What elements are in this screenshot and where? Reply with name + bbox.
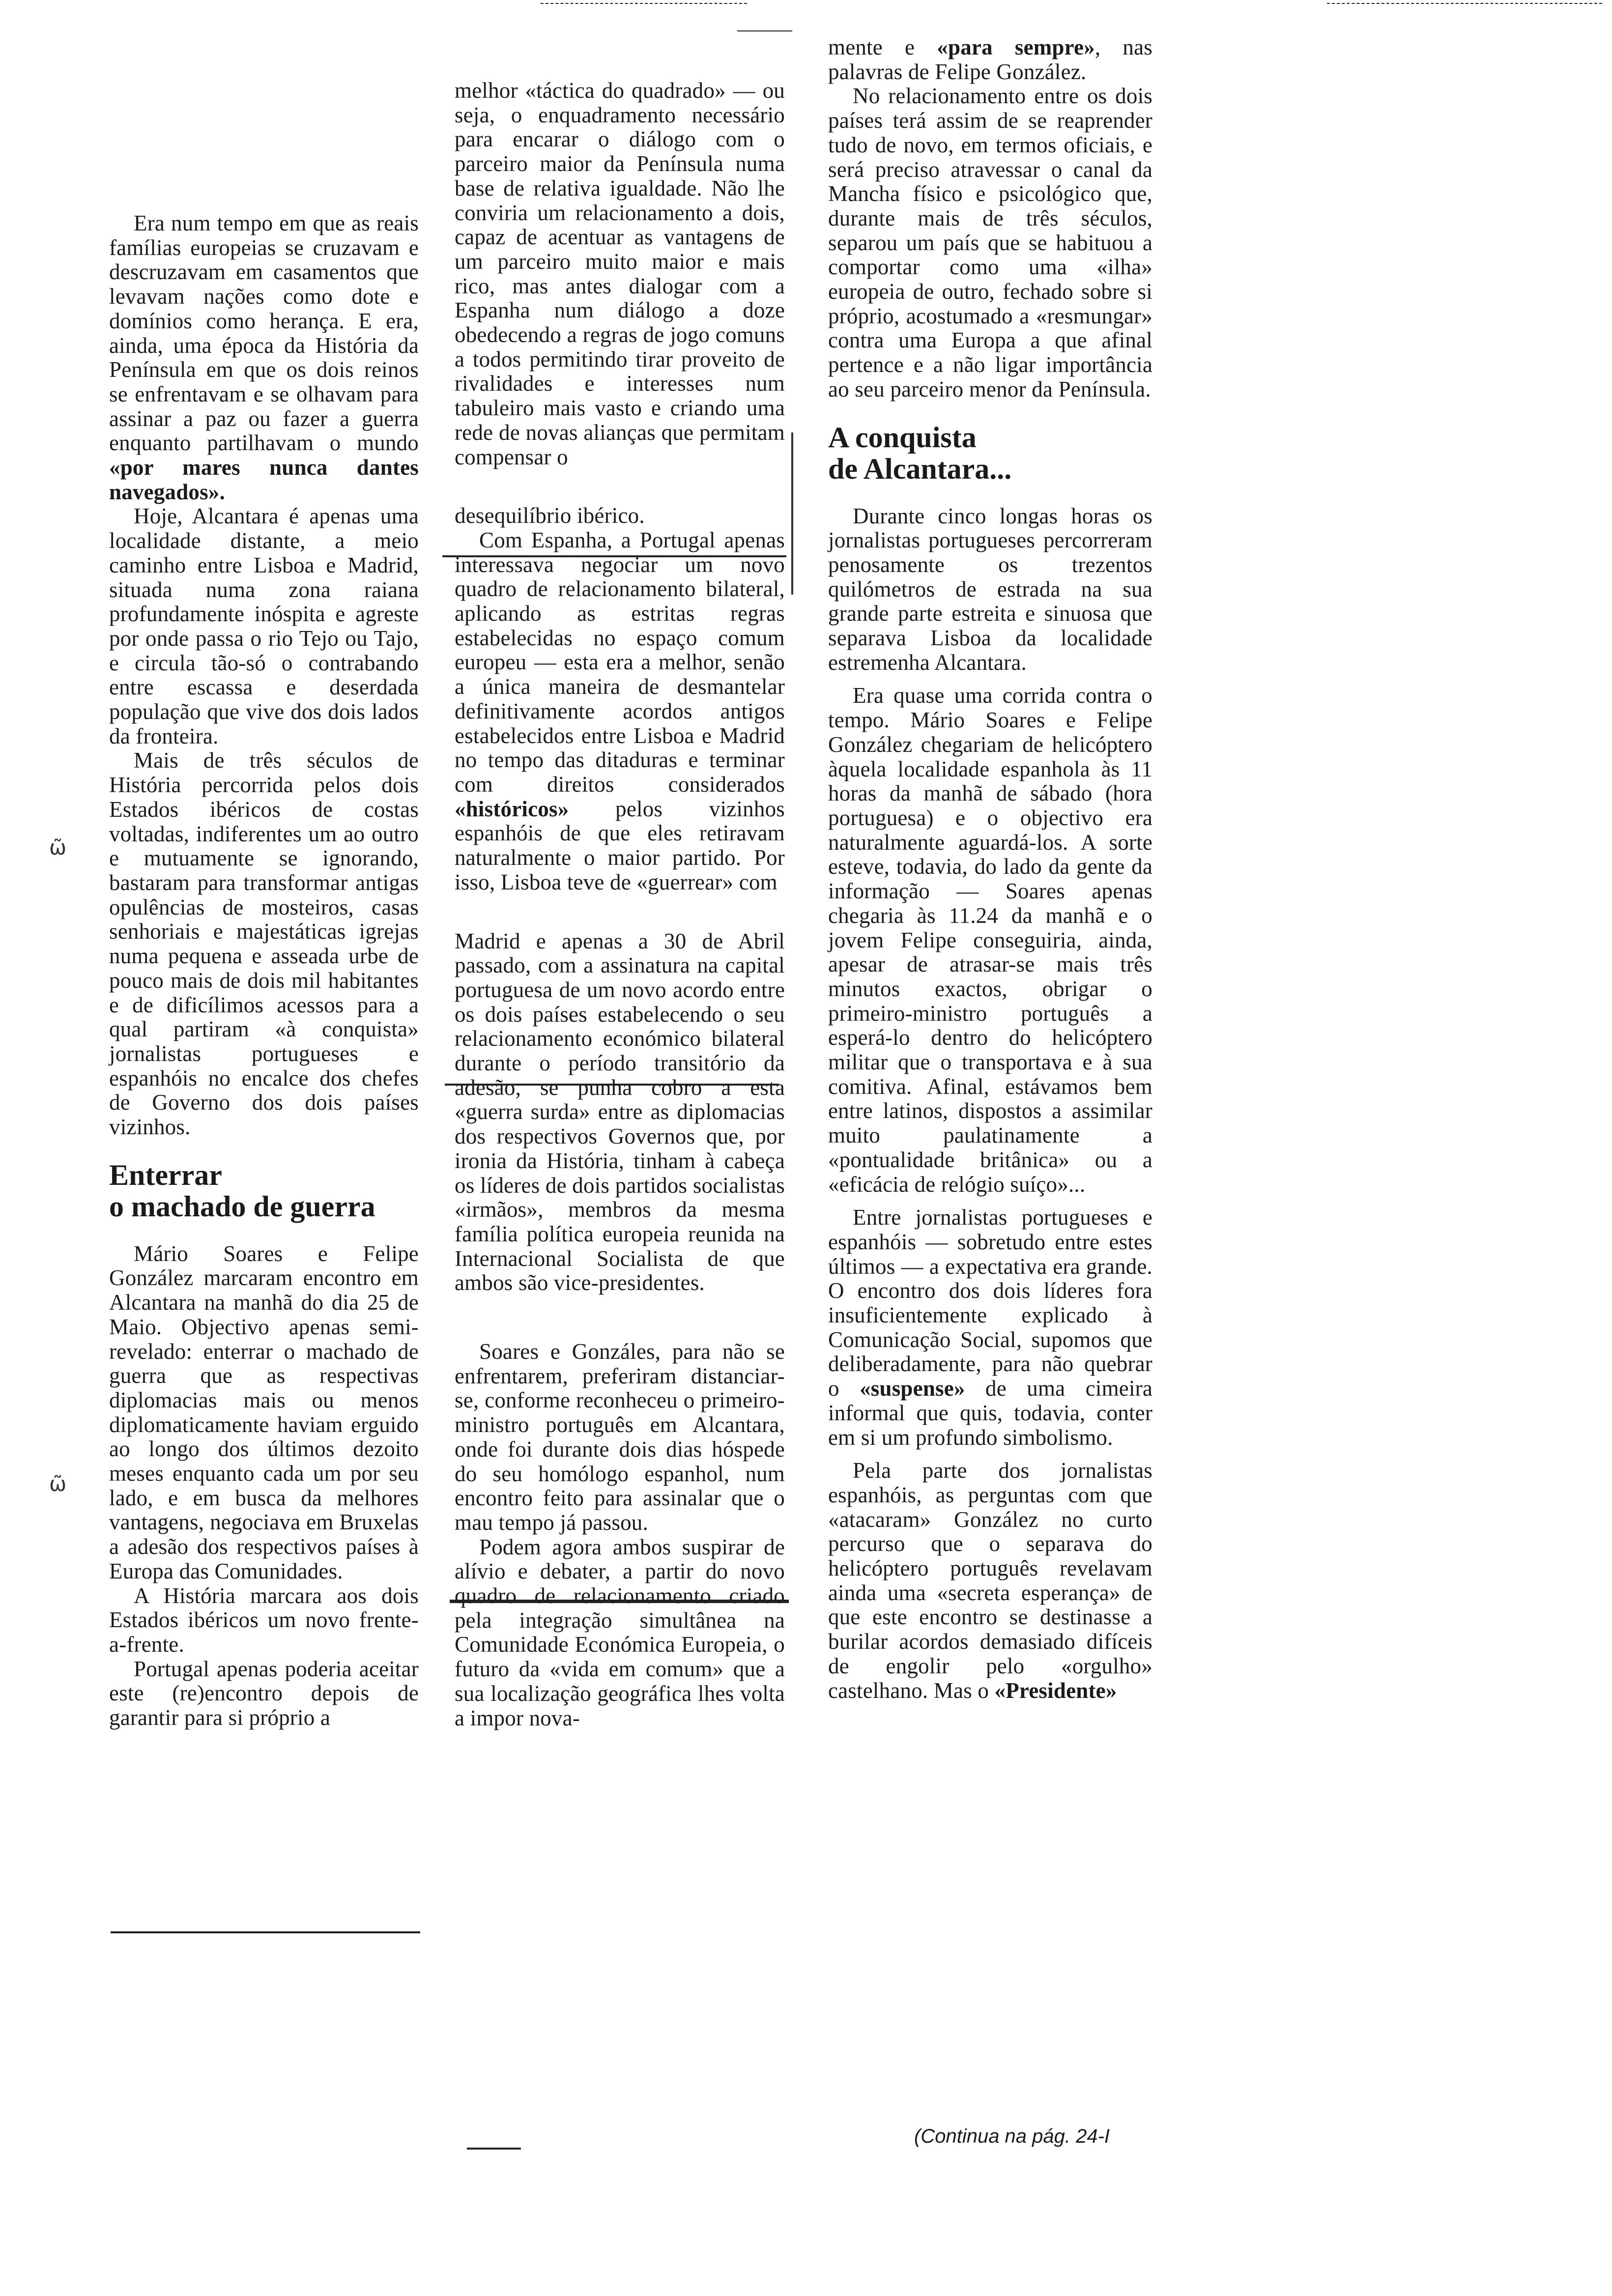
column-1	[109, 211, 419, 1730]
margin-mark: ῶ	[49, 835, 67, 860]
paragraph-text: mente e	[828, 35, 915, 59]
paragraph	[109, 211, 419, 504]
paragraph: Soares e Gonzáles, para não se enfrentarem, preferiram distanciar-se, conforme reconheceu o primeiro-ministro português em Alcantara, onde foi durante dois dias hóspede do seu homólogo espanhol, num encontro feito para assinalar que o mau tempo já passou.	[455, 1339, 785, 1535]
column-end-rule	[111, 1931, 420, 1933]
column-rule	[445, 1084, 779, 1086]
subheading	[109, 1159, 419, 1222]
paragraph-text: Pela parte dos jornalistas espanhóis, as perguntas com que «atacaram» González no curto percurso que o separava do helicóptero português revelavam ainda uma «secreta esperança» de que este encontro se destinasse a burilar acordos demasiado difíceis de engolir pelo «orgulho» castelhano. Mas o	[828, 1458, 1152, 1703]
paragraph: Madrid e apenas a 30 de Abril passado, com a assinatura na capital portuguesa de um novo acordo entre os dois países estabelecendo o seu relacionamento económico bilateral durante o período transitório da adesão, se punha cobro a esta «guerra surda» entre as diplomacias dos respectivos Governos que, por ironia da História, tinham à cabeça os líderes de dois partidos socialistas «irmãos», membros da mesma família política europeia reunida na Internacional Socialista de que ambos são vice-presidentes.	[455, 928, 785, 1295]
paragraph: Portugal apenas poderia aceitar este (re)encontro depois de garantir para si próprio a	[109, 1656, 419, 1730]
column-rule	[442, 555, 786, 557]
paragraph-text: Com Espanha, a Portugal apenas interessava negociar um novo quadro de relacionamento bilateral, aplicando as estritas regras estabelecidas no espaço comum europeu — esta era a melhor, senão a única maneira de desmantelar definitivamente acordos antigos estabelecidos entre Lisboa e Madrid no tempo das ditaduras e terminar com direitos considerados	[455, 527, 785, 797]
continuation-note: (Continua na pág. 24-I	[914, 2125, 1110, 2147]
emphasis-text: «por mares nunca dantes navegados».	[109, 455, 419, 504]
paragraph: Durante cinco longas horas os jornalistas portugueses percorreram penosamente os trezentos quilómetros de estrada na sua grande parte estreita e sinuosa que separava Lisboa da localidade estremenha Alcantara.	[828, 503, 1152, 675]
top-edge-mark	[541, 3, 747, 4]
column-rule	[450, 1600, 789, 1603]
paragraph: A História marcara aos dois Estados ibéricos um novo frente-a-frente.	[109, 1583, 419, 1657]
margin-mark: ῶ	[49, 1472, 67, 1496]
paragraph: desequilíbrio ibérico.	[455, 503, 645, 528]
paragraph: No relacionamento entre os dois países terá assim de se reaprender tudo de novo, em termos oficiais, e será preciso atravessar o canal da Mancha físico e psicológico que, durante mais de três séculos, separou um país que se habituou a comportar como uma «ilha» europeia de outro, fechado sobre si próprio, acostumado a «resmungar» contra uma Europa a que afinal pertence e a não ligar importância ao seu parceiro menor da Península.	[828, 84, 1152, 402]
paragraph-text: , nas palavras de Felipe González.	[828, 35, 1152, 84]
emphasis-text: «suspense»	[860, 1376, 965, 1401]
emphasis-text: «históricos»	[455, 796, 569, 821]
column-3	[828, 35, 1152, 1703]
emphasis-text: «Presidente»	[994, 1678, 1117, 1703]
paragraph-text: de uma cimeira informal que quis, todavia, conter em si um profundo simbolismo.	[828, 1376, 1153, 1450]
paragraph	[828, 35, 1152, 84]
column-2	[455, 79, 785, 1730]
paragraph	[828, 1459, 1152, 1703]
paragraph	[455, 528, 785, 895]
subheading	[828, 422, 1152, 485]
column-end-rule	[467, 2148, 521, 2150]
subheading-line: o machado de guerra	[109, 1190, 375, 1223]
subheading-line: de Alcantara...	[828, 452, 1012, 485]
paragraph	[828, 1205, 1152, 1450]
subheading-line: A conquista	[828, 421, 977, 454]
paragraph: Hoje, Alcantara é apenas uma localidade distante, a meio caminho entre Lisboa e Madrid, situada numa zona raiana profundamente inóspita e agreste por onde passa o rio Tejo ou Tajo, e circula tão-só o contrabando entre escassa e deserdada população que vive dos dois lados da fronteira.	[109, 504, 419, 748]
paragraph: Mário Soares e Felipe González marcaram encontro em Alcantara na manhã do dia 25 de Maio. Objectivo apenas semi-revelado: enterrar o machado de guerra que as respectivas diplomacias mais ou menos diplomaticamente haviam erguido ao longo dos últimos dezoito meses enquanto cada um por seu lado, e em busca da melhores vantagens, negociava em Bruxelas a adesão dos respectivos países à Europa das Comunidades.	[109, 1241, 419, 1583]
paragraph: Podem agora ambos suspirar de alívio e debater, a partir do novo quadro de relacionamento criado pela integração simultânea na Comunidade Económica Europeia, o futuro da «vida em comum» que a sua localização geográfica lhes volta a impor nova-	[455, 1534, 785, 1730]
paragraph: Era quase uma corrida contra o tempo. Mário Soares e Felipe González chegariam de helicóptero àquela localidade espanhola às 11 horas da manhã de sábado (hora portuguesa) e o objectivo era naturalmente aguardá-los. A sorte esteve, todavia, do lado da gente da informação — Soares apenas chegaria às 11.24 da manhã e o jovem Felipe conseguiria, ainda, apesar de atrasar-se mais três minutos exactos, obrigar o primeiro-ministro português a esperá-lo dentro do helicóptero militar que o transportava e à sua comitiva. Afinal, estávamos bem entre latinos, dispostos a assimilar muito paulatinamente a «pontualidade britânica» ou a «eficácia de relógio suíço»...	[828, 683, 1152, 1197]
vertical-rule	[791, 432, 793, 595]
top-rule	[737, 30, 792, 31]
emphasis-text: «para sempre»	[937, 35, 1095, 59]
paragraph: melhor «táctica do quadrado» — ou seja, o enquadramento necessário para encarar o diálogo com o parceiro maior da Península numa base de relativa igualdade. Não lhe conviria um relacionamento a dois, capaz de acentuar as vantagens de um parceiro muito maior e mais rico, mas antes dialogar com a Espanha num diálogo a doze obedecendo a regras de jogo comuns a todos permitindo tirar proveito de rivalidades e interesses num tabuleiro mais vasto e criando uma rede de novas alianças que permitam compensar o	[455, 78, 785, 469]
subheading-line: Enterrar	[109, 1158, 222, 1191]
paragraph-text: pelos vizinhos espanhóis de que eles retiravam naturalmente o maior partido. Por isso, Lisboa teve de «guerrear» com	[455, 796, 785, 894]
top-edge-mark	[1327, 3, 1602, 4]
paragraph-text: Entre jornalistas portugueses e espanhóis — sobretudo entre estes últimos — a expectativa era grande. O encontro dos dois líderes fora insuficientemente explicado à Comunicação Social, supomos que deliberadamente, para não quebrar o	[828, 1205, 1152, 1401]
paragraph-text: Era num tempo em que as reais famílias europeias se cruzavam e descruzavam em casamentos que levavam nações como dote e domínios como herança. E era, ainda, uma época da História da Península em que os dois reinos se enfrentavam e se olhavam para assinar a paz ou fazer a guerra enquanto partilhavam o mundo	[109, 211, 419, 456]
paragraph: Mais de três séculos de História percorrida pelos dois Estados ibéricos de costas voltadas, indiferentes um ao outro e mutuamente se ignorando, bastaram para transformar antigas opulências de mosteiros, casas senhoriais e majestáticas igrejas numa pequena e asseada urbe de pouco mais de dois mil habitantes e de dificílimos acessos para a qual partiram «à conquista» jornalistas portugueses e espanhóis no encalce dos chefes de Governo dos dois países vizinhos.	[109, 748, 419, 1140]
